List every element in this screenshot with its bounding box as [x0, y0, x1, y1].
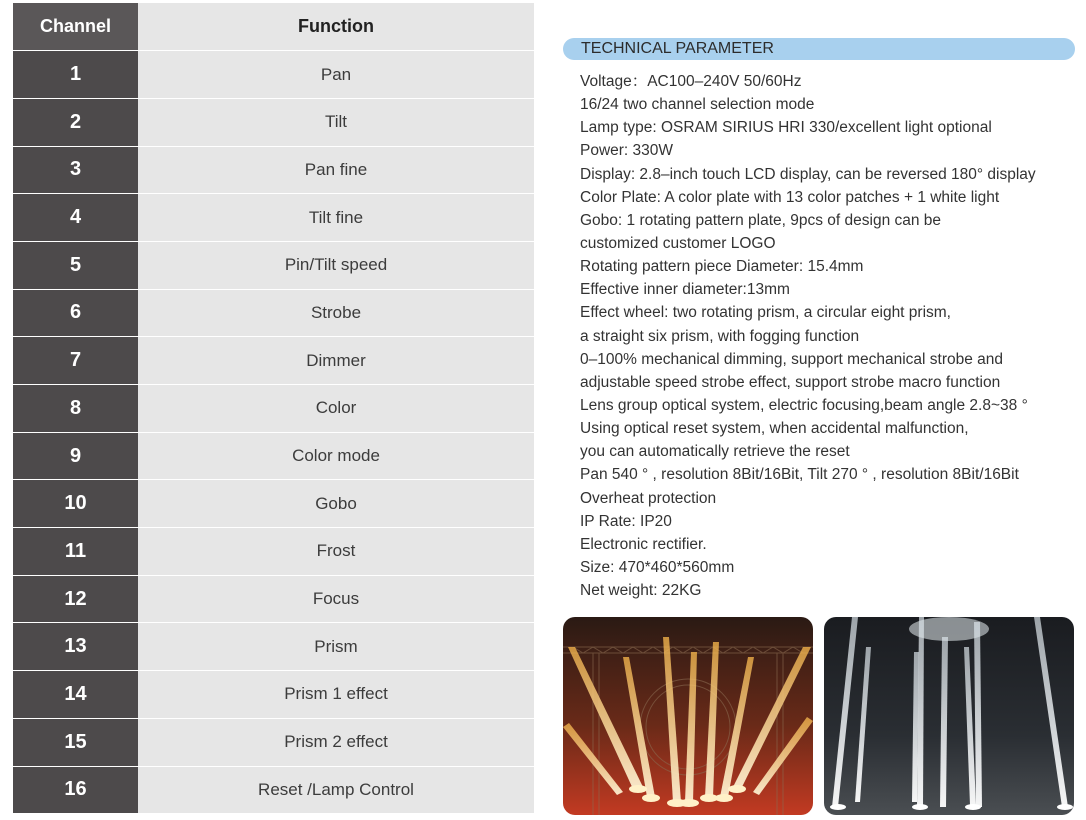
- function-name: Color mode: [138, 432, 534, 480]
- table-row: [13, 98, 534, 146]
- channel-number: 9: [13, 432, 138, 480]
- warm-beam-stage-photo: [563, 617, 813, 815]
- table-row: [13, 718, 534, 766]
- function-name: Color: [138, 385, 534, 433]
- function-name: Gobo: [138, 480, 534, 528]
- white-beam-stage-photo: [824, 617, 1074, 815]
- channel-number: 8: [13, 385, 138, 433]
- channel-number: 14: [13, 671, 138, 719]
- table-row: [13, 241, 534, 289]
- tech-line: Voltage：AC100–240V 50/60Hz: [580, 73, 802, 90]
- table-row: [13, 385, 534, 433]
- function-name: Strobe: [138, 289, 534, 337]
- channel-number: 10: [13, 480, 138, 528]
- function-name: Prism 1 effect: [138, 671, 534, 719]
- tech-line: 16/24 two channel selection mode: [580, 96, 815, 114]
- technical-parameter-header: TECHNICAL PARAMETER: [563, 38, 1075, 60]
- tech-line: Gobo: 1 rotating pattern plate, 9pcs of design can be: [580, 211, 942, 229]
- tech-line: Lens group optical system, electric focusing,beam angle 2.8~38 °: [580, 396, 1028, 414]
- function-name: Prism 2 effect: [138, 718, 534, 766]
- tech-line: Overheat protection: [580, 489, 717, 507]
- header-function: Function: [138, 3, 534, 51]
- function-name: Reset /Lamp Control: [138, 766, 534, 814]
- tech-line: IP Rate: IP20: [580, 512, 672, 530]
- table-header-row: [13, 3, 534, 51]
- tech-line: Power: 330W: [580, 142, 674, 160]
- function-name: Tilt fine: [138, 194, 534, 242]
- tech-line: Using optical reset system, when accidental malfunction,: [580, 420, 969, 438]
- tech-line: adjustable speed strobe effect, support strobe macro function: [580, 373, 1001, 391]
- channel-number: 13: [13, 623, 138, 671]
- table-row: [13, 194, 534, 242]
- table-row: [13, 432, 534, 480]
- tech-line: Effective inner diameter:13mm: [580, 281, 790, 299]
- tech-line: Pan 540 ° , resolution 8Bit/16Bit, Tilt 270 ° , resolution 8Bit/16Bit: [580, 466, 1019, 484]
- function-name: Pan fine: [138, 146, 534, 194]
- channel-number: 15: [13, 718, 138, 766]
- function-name: Frost: [138, 528, 534, 576]
- channel-number: 16: [13, 766, 138, 814]
- function-name: Focus: [138, 575, 534, 623]
- function-name: Pan: [138, 51, 534, 99]
- tech-line: Color Plate: A color plate with 13 color patches + 1 white light: [580, 188, 1000, 206]
- table-row: [13, 766, 534, 814]
- channel-number: 5: [13, 241, 138, 289]
- tech-line: you can automatically retrieve the reset: [580, 443, 850, 461]
- table-row: [13, 146, 534, 194]
- tech-line: Electronic rectifier.: [580, 535, 707, 553]
- tech-line: a straight six prism, with fogging function: [580, 327, 860, 345]
- channel-number: 12: [13, 575, 138, 623]
- channel-number: 2: [13, 98, 138, 146]
- function-name: Pin/Tilt speed: [138, 241, 534, 289]
- channel-function-table: [13, 3, 534, 814]
- tech-line: customized customer LOGO: [580, 234, 776, 252]
- channel-number: 3: [13, 146, 138, 194]
- tech-line: 0–100% mechanical dimming, support mechanical strobe and: [580, 350, 1004, 368]
- tech-line: Lamp type: OSRAM SIRIUS HRI 330/excellent light optional: [580, 119, 992, 137]
- header-channel: Channel: [13, 3, 138, 51]
- tech-line: Rotating pattern piece Diameter: 15.4mm: [580, 258, 864, 276]
- table-row: [13, 289, 534, 337]
- channel-number: 11: [13, 528, 138, 576]
- technical-parameter-list: [580, 70, 1080, 602]
- table-row: [13, 528, 534, 576]
- tech-line: Display: 2.8–inch touch LCD display, can be reversed 180° display: [580, 165, 1036, 183]
- table-row: [13, 623, 534, 671]
- channel-number: 1: [13, 51, 138, 99]
- channel-number: 6: [13, 289, 138, 337]
- table-row: [13, 480, 534, 528]
- table-row: [13, 51, 534, 99]
- function-name: Prism: [138, 623, 534, 671]
- table-row: [13, 575, 534, 623]
- channel-number: 7: [13, 337, 138, 385]
- channel-number: 4: [13, 194, 138, 242]
- table-row: [13, 671, 534, 719]
- tech-line: Effect wheel: two rotating prism, a circular eight prism,: [580, 304, 951, 322]
- tech-line: Net weight: 22KG: [580, 582, 702, 600]
- function-name: Tilt: [138, 98, 534, 146]
- tech-line: Size: 470*460*560mm: [580, 558, 735, 576]
- table-row: [13, 337, 534, 385]
- function-name: Dimmer: [138, 337, 534, 385]
